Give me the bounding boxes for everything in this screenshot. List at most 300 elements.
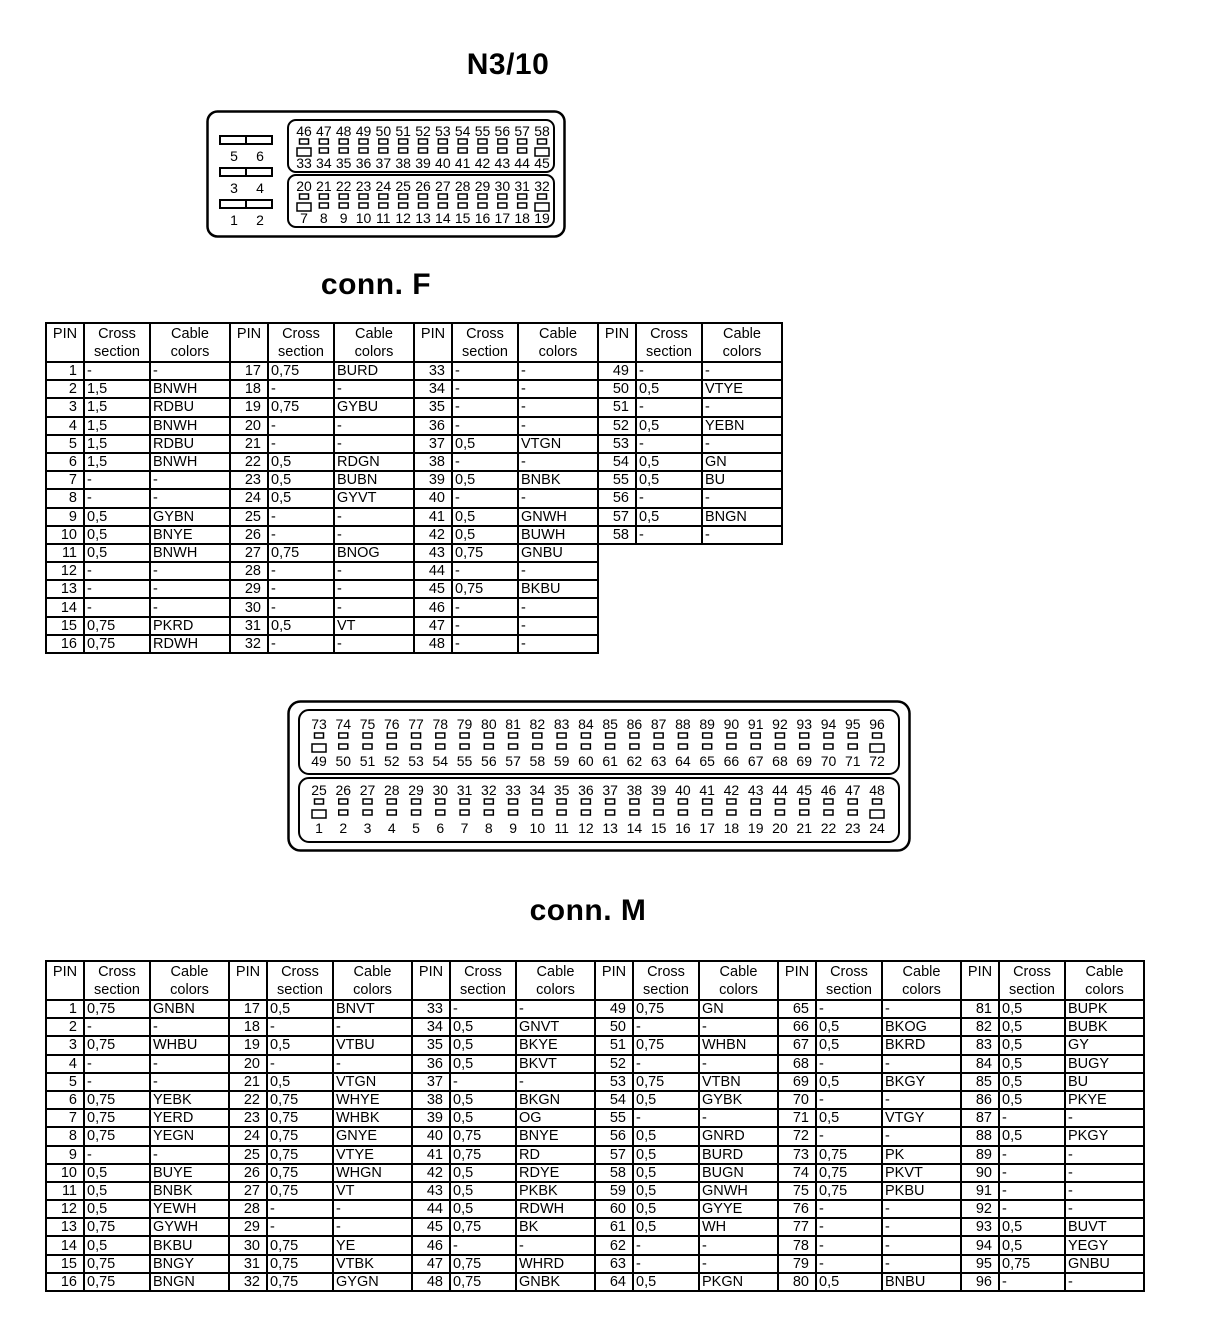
pin-label: 69 <box>796 753 813 769</box>
header-line: Cable <box>353 964 392 980</box>
pin-contact <box>509 799 518 804</box>
cross-section: 0,75 <box>84 1091 150 1109</box>
pin-contact <box>319 194 328 199</box>
pin-contact <box>412 810 421 815</box>
cross-section: - <box>267 1218 333 1236</box>
pin-number: 29 <box>229 1218 267 1236</box>
power-pin-label: 4 <box>256 180 264 196</box>
pin-number: 88 <box>961 1127 999 1145</box>
pin-label: 52 <box>383 753 400 769</box>
cross-section: 0,5 <box>633 1164 699 1182</box>
pin-label: 23 <box>844 820 861 836</box>
cable-color: - <box>518 380 598 398</box>
pin-contact <box>630 733 639 738</box>
pin-contact <box>727 799 736 804</box>
header-line: section <box>643 982 689 998</box>
cable-color: YEGN <box>150 1127 229 1145</box>
pin-label: 11 <box>554 820 569 836</box>
cross-section: 0,75 <box>267 1127 333 1145</box>
cable-colors-header <box>699 961 778 1000</box>
cable-color: VT <box>334 617 414 635</box>
cable-color: - <box>150 598 230 616</box>
conn-m-title: conn. M <box>529 894 647 927</box>
cable-color: VT <box>333 1182 412 1200</box>
pin-label: 54 <box>432 753 449 769</box>
pin-label: 54 <box>454 123 471 139</box>
cable-color: BNGN <box>150 1273 229 1291</box>
pin-number: 43 <box>414 544 452 562</box>
pin-number: 56 <box>595 1127 633 1145</box>
pin-number: 28 <box>230 562 268 580</box>
pin-number: 41 <box>414 508 452 526</box>
cross-section: - <box>452 489 518 507</box>
pin-contact <box>509 810 518 815</box>
pin-contact <box>412 799 421 804</box>
header-line: section <box>94 982 140 998</box>
pin-header: PIN <box>230 323 268 362</box>
cross-section-header <box>84 323 150 362</box>
table-row <box>46 526 782 544</box>
empty-cell <box>598 562 636 580</box>
cross-section: - <box>84 1073 150 1091</box>
table-row <box>46 1036 1144 1054</box>
pin-label: 58 <box>534 123 550 139</box>
pin-contact <box>458 194 467 199</box>
cross-section: 0,5 <box>636 508 702 526</box>
cable-color: BNWH <box>150 544 230 562</box>
cable-color: GNRD <box>699 1127 778 1145</box>
cross-section: 0,5 <box>999 1073 1065 1091</box>
pin-label: 5 <box>412 820 420 836</box>
pin-contact <box>533 810 542 815</box>
pin-number: 10 <box>46 1164 84 1182</box>
pin-contact <box>460 733 469 738</box>
pin-contact <box>518 203 527 208</box>
cross-section: 0,5 <box>267 1000 333 1018</box>
pin-label: 48 <box>869 782 885 798</box>
cross-section: - <box>633 1055 699 1073</box>
pin-contact <box>438 194 447 199</box>
empty-cell <box>702 580 782 598</box>
cross-section: 0,75 <box>450 1127 516 1145</box>
pin-label: 53 <box>435 123 451 139</box>
pin-number: 13 <box>46 580 84 598</box>
header-line: Cable <box>170 964 209 980</box>
cross-section: 0,75 <box>268 544 334 562</box>
cable-colors-header <box>150 323 230 362</box>
pin-contact <box>518 139 527 144</box>
pin-label: 36 <box>578 782 594 798</box>
cable-color: BUGY <box>1065 1055 1144 1073</box>
pin-contact <box>751 799 760 804</box>
pin-contact <box>460 744 469 749</box>
empty-cell <box>636 617 702 635</box>
pin-contact <box>363 810 372 815</box>
pin-number: 55 <box>595 1109 633 1127</box>
cable-color: - <box>699 1109 778 1127</box>
pin-contact <box>751 810 760 815</box>
pin-contact <box>399 139 408 144</box>
cross-section: - <box>267 1200 333 1218</box>
cross-section: - <box>450 1073 516 1091</box>
cable-color: BKRD <box>882 1036 961 1054</box>
pin-contact <box>518 194 527 199</box>
cable-color: BUVT <box>1065 1218 1144 1236</box>
header-line: Cross <box>1013 964 1051 980</box>
pin-label: 22 <box>335 178 352 194</box>
pin-number: 27 <box>229 1182 267 1200</box>
cross-section: - <box>84 362 150 380</box>
pin-contact <box>727 744 736 749</box>
pin-number: 49 <box>598 362 636 380</box>
pin-number: 75 <box>778 1182 816 1200</box>
cable-color: RDWH <box>150 635 230 653</box>
header-line: colors <box>902 982 941 998</box>
cross-section: 0,75 <box>816 1182 882 1200</box>
cross-section: 0,5 <box>84 1164 150 1182</box>
pin-number: 12 <box>46 1200 84 1218</box>
cross-section: 0,5 <box>450 1109 516 1127</box>
pin-label: 78 <box>432 716 449 732</box>
pin-contact <box>363 744 372 749</box>
pin-contact <box>359 148 368 153</box>
pin-label: 56 <box>481 753 497 769</box>
cross-section: 0,5 <box>633 1273 699 1291</box>
cable-color: - <box>518 453 598 471</box>
pin-label: 12 <box>395 210 411 226</box>
pin-label: 90 <box>723 716 740 732</box>
cross-section: - <box>452 417 518 435</box>
cable-color: BNBK <box>518 471 598 489</box>
cable-color: PKGN <box>699 1273 778 1291</box>
header-line: Cable <box>902 964 941 980</box>
pin-header: PIN <box>961 961 999 1000</box>
table-row <box>46 1055 1144 1073</box>
pin-number: 9 <box>46 1146 84 1164</box>
pin-contact <box>678 799 687 804</box>
pin-label: 64 <box>675 753 691 769</box>
pin-contact <box>654 810 663 815</box>
pin-number: 7 <box>46 1109 84 1127</box>
pin-number: 49 <box>595 1000 633 1018</box>
pin-label: 9 <box>509 820 517 836</box>
pin-label: 67 <box>747 753 764 769</box>
pin-number: 70 <box>778 1091 816 1109</box>
pin-number: 82 <box>961 1018 999 1036</box>
pin-label: 21 <box>316 178 332 194</box>
header-line: colors <box>170 982 209 998</box>
table-row <box>46 489 782 507</box>
pin-contact <box>484 733 493 738</box>
cable-color: - <box>1065 1200 1144 1218</box>
cross-section-header <box>452 323 518 362</box>
cross-section: 0,5 <box>268 489 334 507</box>
cable-color: - <box>882 1200 961 1218</box>
pin-label: 17 <box>494 210 511 226</box>
cable-color: PKBU <box>882 1182 961 1200</box>
table-row <box>46 1109 1144 1127</box>
pin-label: 27 <box>435 178 451 194</box>
conn-m-pin-table <box>45 960 1145 1292</box>
cross-section: - <box>84 1018 150 1036</box>
cross-section: 0,75 <box>84 1255 150 1273</box>
pin-number: 36 <box>412 1055 450 1073</box>
cross-section: - <box>999 1109 1065 1127</box>
pin-number: 9 <box>46 508 84 526</box>
cable-color: RDBU <box>150 398 230 416</box>
header-line: section <box>278 344 324 360</box>
pin-label: 16 <box>474 210 491 226</box>
cable-color: VTBK <box>333 1255 412 1273</box>
pin-number: 10 <box>46 526 84 544</box>
pin-number: 36 <box>414 417 452 435</box>
header-line: Cable <box>536 964 575 980</box>
pin-label: 29 <box>408 782 424 798</box>
empty-cell <box>636 598 702 616</box>
header-line: colors <box>353 982 392 998</box>
pin-label: 84 <box>578 716 594 732</box>
cross-section: - <box>268 508 334 526</box>
pin-number: 71 <box>778 1109 816 1127</box>
pin-label: 44 <box>514 155 530 171</box>
cable-color: - <box>699 1255 778 1273</box>
cable-color: BNWH <box>150 380 230 398</box>
cross-section: - <box>84 598 150 616</box>
pin-number: 33 <box>414 362 452 380</box>
header-line: Cable <box>355 326 393 342</box>
cross-section: 1,5 <box>84 453 150 471</box>
cable-color: PKVT <box>882 1164 961 1182</box>
header-line: section <box>462 344 508 360</box>
pin-number: 58 <box>595 1164 633 1182</box>
cable-color: GN <box>699 1000 778 1018</box>
cross-section-header <box>267 961 333 1000</box>
pin-number: 66 <box>778 1018 816 1036</box>
cable-color: YEBK <box>150 1091 229 1109</box>
pin-label: 68 <box>772 753 788 769</box>
connector-m-diagram <box>287 700 911 852</box>
pin-number: 11 <box>46 544 84 562</box>
cable-color: - <box>334 580 414 598</box>
pin-label: 79 <box>456 716 473 732</box>
cross-section: - <box>452 398 518 416</box>
cable-color: - <box>334 526 414 544</box>
cross-section: 0,5 <box>816 1036 882 1054</box>
cable-color: WHBK <box>333 1109 412 1127</box>
cross-section: 0,5 <box>636 380 702 398</box>
cross-section: 0,5 <box>268 617 334 635</box>
pin-contact <box>703 744 712 749</box>
pin-label: 40 <box>435 155 451 171</box>
cross-section: 0,5 <box>816 1273 882 1291</box>
pin-contact <box>339 733 348 738</box>
cross-section: - <box>268 417 334 435</box>
pin-header: PIN <box>46 323 84 362</box>
cross-section: - <box>452 635 518 653</box>
cross-section: - <box>816 1091 882 1109</box>
header-line: Cross <box>647 964 685 980</box>
pin-number: 83 <box>961 1036 999 1054</box>
pin-number: 20 <box>230 417 268 435</box>
pin-number: 8 <box>46 1127 84 1145</box>
cable-color: VTGN <box>333 1073 412 1091</box>
cable-color: OG <box>516 1109 595 1127</box>
cross-section: - <box>633 1255 699 1273</box>
pin-label: 91 <box>747 716 764 732</box>
pin-label: 41 <box>699 782 715 798</box>
cable-color: WH <box>699 1218 778 1236</box>
pin-contact <box>630 810 639 815</box>
pin-contact <box>312 744 326 752</box>
pin-number: 69 <box>778 1073 816 1091</box>
cross-section: - <box>267 1018 333 1036</box>
cross-section: - <box>636 489 702 507</box>
pin-label: 45 <box>534 155 550 171</box>
pin-label: 48 <box>335 123 352 139</box>
pin-contact <box>436 733 445 738</box>
pin-label: 30 <box>494 178 511 194</box>
empty-cell <box>636 580 702 598</box>
table-row <box>46 562 782 580</box>
pin-label: 80 <box>481 716 497 732</box>
pin-label: 55 <box>474 123 491 139</box>
cable-color: BUWH <box>518 526 598 544</box>
pin-label: 36 <box>355 155 372 171</box>
pin-label: 94 <box>820 716 837 732</box>
pin-number: 68 <box>778 1055 816 1073</box>
pin-number: 6 <box>46 1091 84 1109</box>
pin-number: 94 <box>961 1236 999 1254</box>
header-line: Cable <box>723 326 761 342</box>
table-row <box>46 362 782 380</box>
pin-contact <box>300 194 309 199</box>
pin-contact <box>873 799 882 804</box>
pin-contact <box>606 733 615 738</box>
pin-label: 19 <box>534 210 550 226</box>
pin-label: 34 <box>316 155 332 171</box>
pin-label: 73 <box>311 716 327 732</box>
cross-section: - <box>268 380 334 398</box>
pin-contact <box>509 733 518 738</box>
cross-section-header <box>636 323 702 362</box>
cross-section: - <box>816 1055 882 1073</box>
pin-contact <box>484 744 493 749</box>
cable-color: - <box>150 562 230 580</box>
cable-color: GNYE <box>333 1127 412 1145</box>
pin-number: 24 <box>230 489 268 507</box>
pin-label: 74 <box>335 716 352 732</box>
pin-label: 17 <box>699 820 715 836</box>
pin-number: 32 <box>230 635 268 653</box>
header-line: Cross <box>281 964 319 980</box>
pin-label: 38 <box>395 155 411 171</box>
cross-section: 0,5 <box>450 1200 516 1218</box>
pin-number: 54 <box>598 453 636 471</box>
pin-contact <box>339 744 348 749</box>
pin-number: 95 <box>961 1255 999 1273</box>
cable-colors-header <box>1065 961 1144 1000</box>
cable-color: BKBU <box>150 1236 229 1254</box>
pin-number: 52 <box>595 1055 633 1073</box>
cross-section: 0,5 <box>633 1182 699 1200</box>
pin-contact <box>824 810 833 815</box>
pin-label: 9 <box>339 210 348 226</box>
pin-number: 16 <box>46 1273 84 1291</box>
cable-colors-header <box>333 961 412 1000</box>
header-line: section <box>826 982 872 998</box>
pin-contact <box>387 799 396 804</box>
cable-color: BNBK <box>150 1182 229 1200</box>
pin-contact <box>703 810 712 815</box>
pin-label: 66 <box>723 753 740 769</box>
pin-label: 14 <box>626 820 643 836</box>
pin-label: 15 <box>650 820 667 836</box>
pin-contact <box>339 148 348 153</box>
pin-label: 35 <box>553 782 570 798</box>
pin-number: 47 <box>412 1255 450 1273</box>
pin-contact <box>873 733 882 738</box>
pin-contact <box>751 733 760 738</box>
pin-label: 47 <box>316 123 332 139</box>
pin-number: 50 <box>595 1018 633 1036</box>
pin-number: 81 <box>961 1000 999 1018</box>
cable-color: BUYE <box>150 1164 229 1182</box>
cross-section: 0,75 <box>452 580 518 598</box>
pin-number: 43 <box>412 1182 450 1200</box>
pin-label: 31 <box>514 178 530 194</box>
pin-number: 65 <box>778 1000 816 1018</box>
pin-number: 54 <box>595 1091 633 1109</box>
cable-color: WHGN <box>333 1164 412 1182</box>
pin-number: 78 <box>778 1236 816 1254</box>
pin-number: 77 <box>778 1218 816 1236</box>
pin-contact <box>363 799 372 804</box>
pin-label: 21 <box>796 820 813 836</box>
pin-label: 6 <box>436 820 445 836</box>
pin-number: 14 <box>46 598 84 616</box>
pin-contact <box>630 744 639 749</box>
cross-section: 0,75 <box>84 1036 150 1054</box>
pin-number: 21 <box>230 435 268 453</box>
pin-label: 88 <box>675 716 691 732</box>
cable-color: - <box>699 1236 778 1254</box>
pin-label: 27 <box>359 782 376 798</box>
pin-contact <box>498 148 507 153</box>
header-line: Cable <box>1085 964 1124 980</box>
cable-color: RDYE <box>516 1164 595 1182</box>
empty-cell <box>598 598 636 616</box>
cable-color: - <box>702 435 782 453</box>
table-row <box>46 1073 1144 1091</box>
pin-contact <box>359 194 368 199</box>
pin-label: 52 <box>415 123 431 139</box>
cable-color: - <box>150 1055 229 1073</box>
pin-contact <box>312 810 326 818</box>
pin-number: 46 <box>414 598 452 616</box>
pin-number: 34 <box>412 1018 450 1036</box>
cable-color: GYVT <box>334 489 414 507</box>
empty-cell <box>598 580 636 598</box>
cable-color: GNBU <box>518 544 598 562</box>
cross-section-header <box>84 961 150 1000</box>
pin-contact <box>654 744 663 749</box>
pin-label: 7 <box>460 820 469 836</box>
cable-color: - <box>518 562 598 580</box>
pin-number: 25 <box>230 508 268 526</box>
pin-number: 11 <box>46 1182 84 1200</box>
pin-number: 8 <box>46 489 84 507</box>
cable-color: - <box>150 362 230 380</box>
